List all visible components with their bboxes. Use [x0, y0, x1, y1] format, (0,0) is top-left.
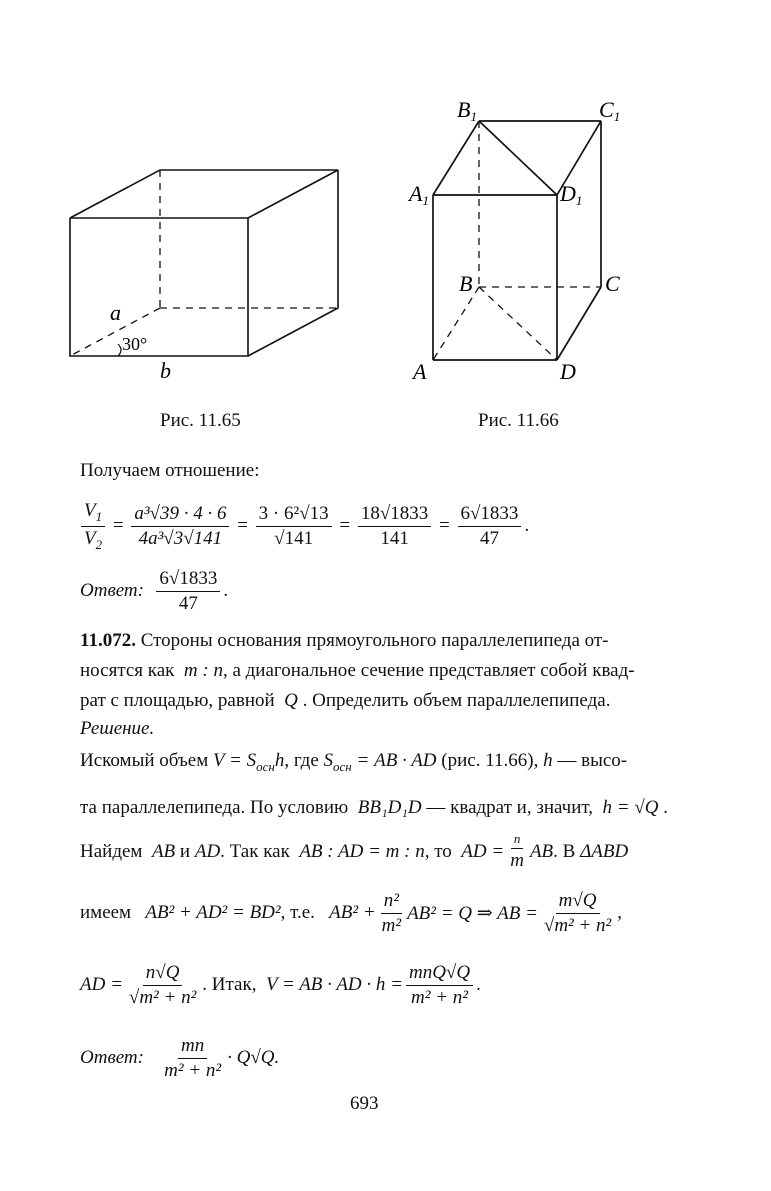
- vertex-D1: D1: [560, 181, 583, 208]
- answer-2: Ответ: $\frac{mn}{\text{m² + n²}}$ · Q√Q.: [80, 1035, 280, 1081]
- page-number: 693: [350, 1093, 379, 1114]
- ratio-formula: $\frac{V_1}{V_2}$ = $\frac{\text{a³√39 · 4 · 6}}{\text{4a³√3√141}}$ = $\frac{\text{3 · 6²√13}}{√141}$ = $\frac{18√1833}{141}$ = $\frac{6√1833}{47}$ .: [78, 500, 529, 552]
- solution-line-5: AD = $\frac{n√Q}{\text{√m² + n²}}$ . Итак, V = AB · AD · h = $\frac{\text{mnQ√Q}}{\text{m² + n²}}$ .: [80, 962, 481, 1008]
- solution-line-2: та параллелепипеда. По условию BB₁D₁D — квадрат и, значит, h = √Q .: [80, 797, 669, 818]
- vertex-A: A: [413, 359, 427, 384]
- vertex-D: D: [560, 359, 576, 384]
- vertex-B1: B1: [457, 97, 477, 124]
- problem-line-3: рат с площадью, равной Q . Определить объем параллелепипеда.: [80, 690, 611, 711]
- figure-11-65: [60, 160, 360, 390]
- problem-line-2: носятся как m : n, а диагональное сечение представляет собой квад-: [80, 660, 635, 681]
- label-angle: 30°: [122, 334, 148, 354]
- problem-line-1: 11.072. Стороны основания прямоугольного параллелепипеда от-: [80, 630, 609, 651]
- box-front-edges: [70, 218, 248, 356]
- solution-line-4: имеем AB² + AD² = BD² , т.е. AB² + $\frac{\text{n²}}{\text{m²}}$ AB² = Q ⇒ AB = $\frac{m√Q}{\text{√m² + n²}}$ ,: [80, 890, 623, 936]
- caption-fig-11-65: Рис. 11.65: [160, 410, 241, 431]
- intro-text: Получаем отношение:: [80, 460, 260, 481]
- label-b: b: [160, 358, 171, 383]
- solution-label: Решение.: [80, 718, 155, 739]
- solution-line-1: Искомый объем $V = S_{осн}h$, где $S_{осн}$ = AB · AD (рис. 11.66), h — высо-: [80, 750, 628, 774]
- vertex-B: B: [459, 271, 473, 296]
- box-top-edges: [70, 170, 338, 218]
- label-a: a: [110, 300, 121, 325]
- caption-fig-11-66: Рис. 11.66: [478, 410, 559, 431]
- vertex-C: C: [605, 271, 620, 296]
- box-right-edges: [248, 170, 338, 356]
- answer-1: Ответ: $\frac{6√1833}{47}$ .: [80, 568, 229, 614]
- vertex-A1: A1: [409, 181, 429, 208]
- figure-11-66: [405, 95, 645, 395]
- v1-v2-fraction: $\frac{V_1}{V_2}$: [81, 500, 105, 552]
- vertex-C1: C1: [599, 97, 621, 124]
- solution-line-3: Найдем AB и AD . Так как AB : AD = m : n , то AD = $\frac{n}{m}$ AB . В ΔABD: [80, 831, 629, 871]
